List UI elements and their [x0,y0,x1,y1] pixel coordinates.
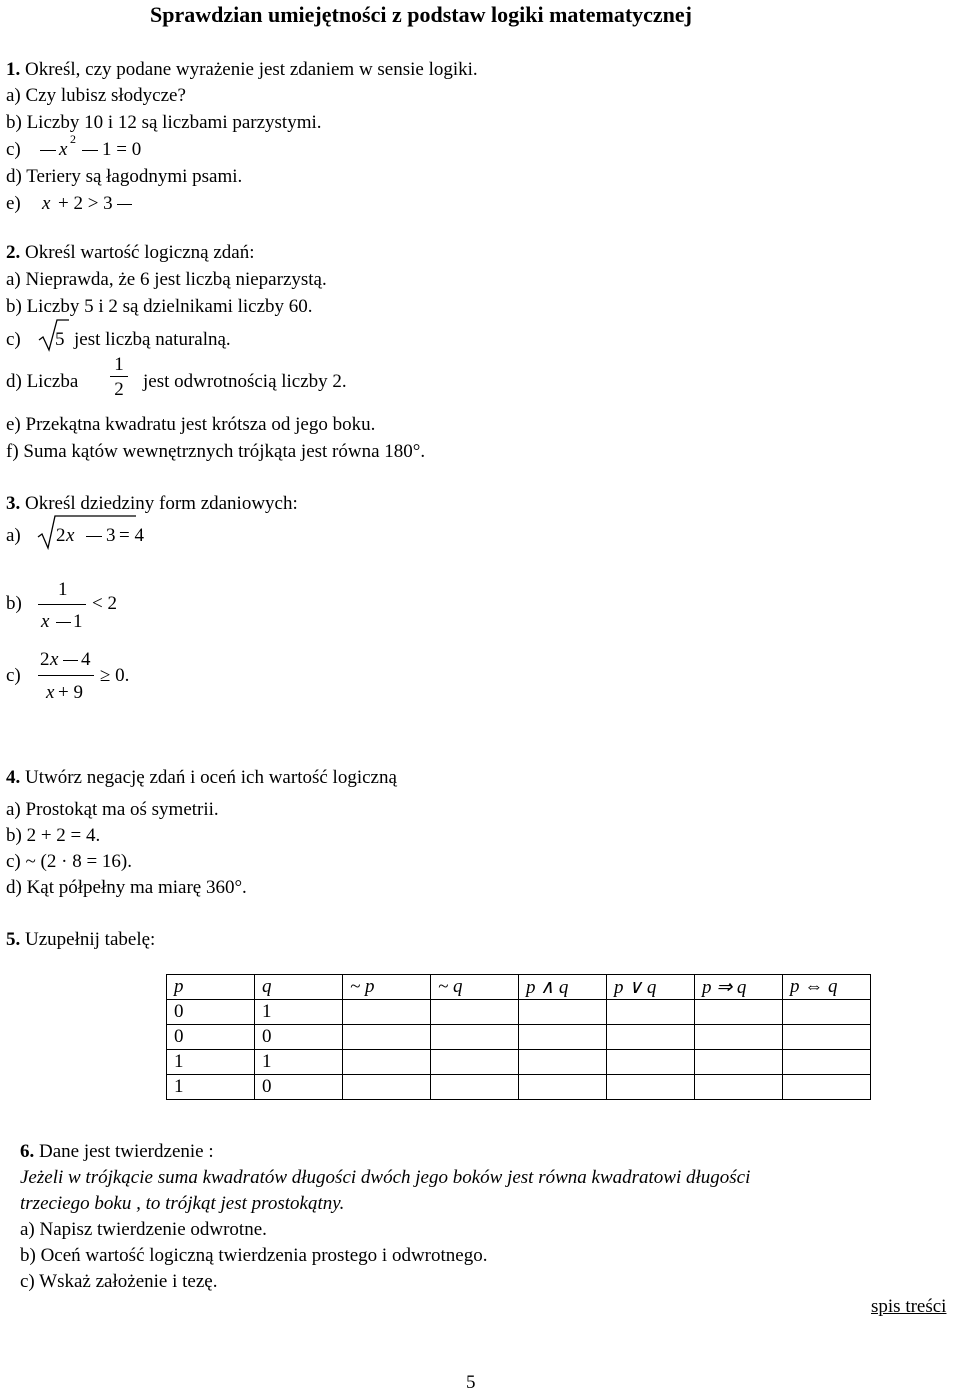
table-cell: 0 [167,1000,255,1025]
q2-item-d-rest: jest odwrotnością liczby 2. [143,371,347,392]
question-number: 4. [6,767,21,788]
minus-sign [82,150,98,151]
question-2 [6,243,255,262]
table-cell: 0 [167,1025,255,1050]
sqrt-sign [38,318,70,352]
question-number: 3. [6,493,21,514]
header-cell: ~ q [431,975,519,1000]
empty-cell[interactable] [519,1050,607,1075]
question-number: 6. [20,1141,35,1162]
q3-item-b-rest: < 2 [92,593,117,614]
table-row [167,1050,871,1075]
variable-x: x [41,611,50,632]
question-6 [20,1142,214,1161]
radicand: 5 [55,329,65,350]
q4-item-c: c) ~ (2 · 8 = 16). [6,851,132,872]
empty-cell[interactable] [431,1075,519,1100]
question-text: Utwórz negację zdań i oceń ich wartość logiczną [25,767,397,788]
q3-item-b-label: b) [6,593,22,614]
q2-item-c-label: c) [6,329,21,350]
header-cell: p ⇒ q [695,975,783,1000]
denominator-rest: 1 [73,611,83,632]
question-number: 1. [6,59,21,80]
header-cell: p ∨ q [607,975,695,1000]
fraction-bar [110,376,128,377]
variable-x: x [46,682,55,703]
question-text: Określ, czy podane wyrażenie jest zdaniem w sensie logiki. [25,59,478,80]
exponent: 2 [70,132,76,146]
radicand-rest: 3 [106,525,116,546]
q3-item-c-rest: ≥ 0. [100,665,130,686]
table-of-contents-link[interactable]: spis treści [871,1296,947,1317]
question-text: Dane jest twierdzenie : [39,1141,214,1162]
table-row [167,1000,871,1025]
empty-cell[interactable] [783,1050,871,1075]
question-text: Określ dziedziny form zdaniowych: [25,493,298,514]
fraction [110,355,128,399]
empty-cell[interactable] [783,1075,871,1100]
table-cell: 1 [167,1050,255,1075]
table-cell: 0 [255,1025,343,1050]
minus-sign [117,204,132,205]
q2-item-f: f) Suma kątów wewnętrznych trójkąta jest równa 180°. [6,441,426,462]
question-3 [6,494,298,513]
variable-x: x [50,649,59,670]
question-number: 2. [6,242,21,263]
empty-cell[interactable] [431,1025,519,1050]
header-cell: p ∧ q [519,975,607,1000]
empty-cell[interactable] [695,1075,783,1100]
page-number: 5 [466,1372,476,1393]
empty-cell[interactable] [695,1025,783,1050]
numerator: 1 [114,354,124,375]
empty-cell[interactable] [607,1000,695,1025]
table-row [167,1025,871,1050]
q4-item-d: d) Kąt półpełny ma miarę 360°. [6,877,247,898]
header-cell: p ⇔ q [783,975,871,1000]
numerator-rest: 4 [81,649,91,670]
numerator: 1 [58,579,68,600]
q1-item-d: d) Teriery są łagodnymi psami. [6,166,243,187]
question-text: Uzupełnij tabelę: [25,929,156,950]
question-number: 5. [6,929,21,950]
variable-x: x [42,193,51,214]
empty-cell[interactable] [343,1025,431,1050]
q3-item-a-rest: = 4 [119,525,144,546]
q4-item-b: b) 2 + 2 = 4. [6,825,101,846]
empty-cell[interactable] [519,1075,607,1100]
q1-item-e [6,194,21,213]
q1-item-a: a) Czy lubisz słodycze? [6,85,186,106]
question-text: Określ wartość logiczną zdań: [25,242,255,263]
empty-cell[interactable] [695,1050,783,1075]
question-4 [6,768,397,787]
q2-item-c-rest: jest liczbą naturalną. [74,329,231,350]
q3-item-a-label: a) [6,525,21,546]
q3-item-c-label: c) [6,665,21,686]
header-cell: q [255,975,343,1000]
q2-item-a: a) Nieprawda, że 6 jest liczbą nieparzystą. [6,269,327,290]
q6-item-b: b) Oceń wartość logiczną twierdzenia prostego i odwrotnego. [20,1245,488,1266]
variable-x: x [59,139,68,160]
empty-cell[interactable] [343,1050,431,1075]
q2-item-b: b) Liczby 5 i 2 są dzielnikami liczby 60. [6,296,313,317]
item-label: e) [6,193,21,214]
empty-cell[interactable] [607,1050,695,1075]
empty-cell[interactable] [783,1000,871,1025]
table-cell: 0 [255,1075,343,1100]
question-5 [6,930,155,949]
header-cell: ~ p [343,975,431,1000]
radicand-coef: 2 [56,525,66,546]
empty-cell[interactable] [607,1075,695,1100]
q1-item-c [6,140,21,159]
header-cell: p [167,975,255,1000]
table-cell: 1 [255,1000,343,1025]
empty-cell[interactable] [343,1000,431,1025]
empty-cell[interactable] [519,1000,607,1025]
minus-sign [40,150,56,151]
q4-item-a: a) Prostokąt ma oś symetrii. [6,799,219,820]
theorem-line-2: trzeciego boku , to trójkąt jest prostokątny. [20,1193,345,1214]
empty-cell[interactable] [431,1050,519,1075]
truth-table [166,974,871,1100]
table-cell: 1 [167,1075,255,1100]
q1-item-b: b) Liczby 10 i 12 są liczbami parzystymi. [6,112,322,133]
table-header-row [167,975,871,1000]
fraction-bar [38,675,94,676]
empty-cell[interactable] [519,1025,607,1050]
table-cell: 1 [255,1050,343,1075]
item-label: c) [6,139,21,160]
numerator-coef: 2 [40,649,50,670]
empty-cell[interactable] [783,1025,871,1050]
denominator-rest: + 9 [58,682,83,703]
theorem-line-1: Jeżeli w trójkącie suma kwadratów długości dwóch jego boków jest równa kwadratowi długości [20,1167,751,1188]
equation-rest: 1 = 0 [102,139,142,160]
q6-item-c: c) Wskaż założenie i tezę. [20,1271,218,1292]
empty-cell[interactable] [343,1075,431,1100]
inequality-rest: + 2 > 3 [58,193,113,214]
q2-item-d-label: d) Liczba [6,371,79,392]
page-title: Sprawdzian umiejętności z podstaw logiki matematycznej [150,2,693,27]
minus-sign [56,622,71,623]
q2-item-e: e) Przekątna kwadratu jest krótsza od jego boku. [6,414,376,435]
minus-sign [63,660,78,661]
empty-cell[interactable] [607,1025,695,1050]
empty-cell[interactable] [695,1000,783,1025]
denominator: 2 [114,379,124,400]
question-1 [6,60,478,79]
q6-item-a: a) Napisz twierdzenie odwrotne. [20,1219,267,1240]
minus-sign [86,536,102,537]
variable-x: x [66,525,75,546]
empty-cell[interactable] [431,1000,519,1025]
fraction-bar [38,604,86,605]
table-row [167,1075,871,1100]
